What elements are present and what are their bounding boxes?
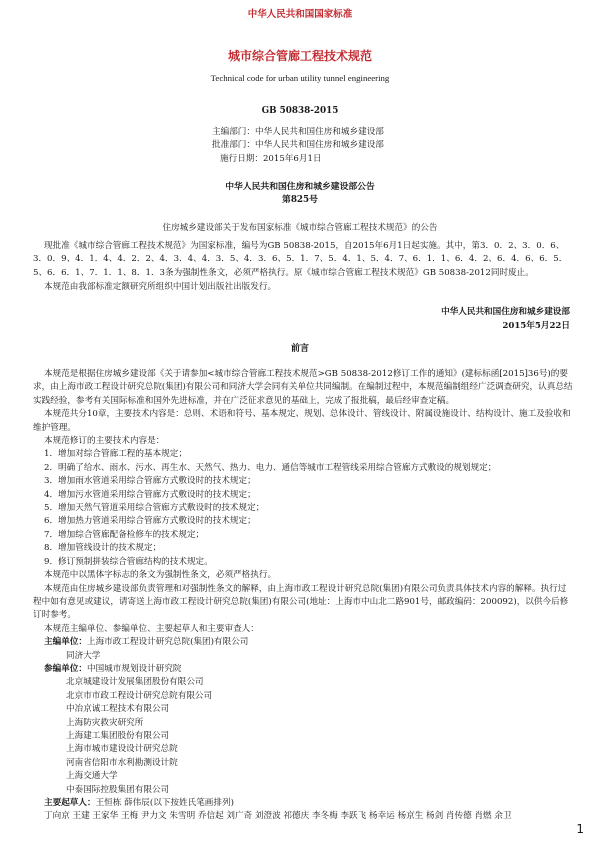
chief-department: 主编部门：中华人民共和国住房和城乡建设部 bbox=[212, 127, 384, 137]
revision-item: 3．增加雨水管道采用综合管廊方式敷设时的技术规定； bbox=[44, 476, 256, 487]
notice-issuer: 中华人民共和国住房和城乡建设部公告 bbox=[225, 182, 375, 192]
drafters-row bbox=[33, 797, 573, 810]
participating-unit: 上海市城市建设设计研究总院 bbox=[66, 744, 178, 755]
notice-subject: 住房城乡建设部关于发布国家标准《城市综合管廊工程技术规范》的公告 bbox=[162, 223, 438, 233]
signing-organization: 中华人民共和国住房和城乡建设部 bbox=[441, 307, 570, 317]
revision-item: 8．增加管线设计的技术规定； bbox=[44, 543, 162, 554]
revision-item: 1．增加对综合管廊工程的基本规定； bbox=[44, 449, 187, 460]
drafters-names: 王恒栋 薛伟辰(以下按姓氏笔画排列) bbox=[95, 798, 234, 808]
document-title: 城市综合管廊工程技术规范 bbox=[227, 49, 372, 63]
preface-heading: 前言 bbox=[290, 344, 309, 354]
effective-date: 施行日期：2015年6月1日 bbox=[220, 153, 322, 164]
participating-unit: 河南省信阳市水利勘测设计院 bbox=[66, 757, 178, 768]
preface-paragraph-3: 本规范修订的主要技术内容是： bbox=[44, 436, 165, 447]
participating-units-row bbox=[33, 663, 573, 676]
approving-department: 批准部门：中华人民共和国住房和城乡建设部 bbox=[212, 140, 384, 151]
notice-number: 第825号 bbox=[282, 195, 318, 205]
participating-unit: 北京城建设计发展集团股份有限公司 bbox=[66, 677, 204, 688]
revision-item: 9．修订预制拼装综合管廊结构的技术规定。 bbox=[44, 556, 213, 567]
signing-date: 2015年5月22日 bbox=[502, 321, 570, 331]
notice-signature bbox=[441, 306, 570, 334]
revision-item: 4．增加污水管道采用综合管廊方式敷设时的技术规定； bbox=[44, 489, 256, 500]
drafters-label: 主要起草人： bbox=[44, 798, 96, 808]
chief-units-row bbox=[33, 636, 573, 649]
drafters-names-continued: 丁向京 王建 王家华 王梅 尹力文 朱雪明 乔信起 刘广奇 刘澄波 祁德庆 李冬梅 李跃飞 杨幸运 杨京生 杨剑 肖传德 肖燃 余卫 bbox=[44, 811, 512, 822]
participating-units-label: 参编单位： bbox=[44, 663, 87, 674]
chief-unit: 上海市政工程设计研究总院(集团)有限公司 bbox=[86, 637, 249, 648]
notice-paragraph-2: 本规范由我部标准定额研究所组织中国计划出版社出版发行。 bbox=[44, 282, 277, 292]
notice-paragraph-1: 现批准《城市综合管廊工程技术规范》为国家标准，编号为GB 50838-2015，自2015年6月1日起实施。其中，第3．0．2、3．0．6、3．0．9、4．1．4、4．2．2、4．3．4、4．3．5、4．3．6、5．1．7、5．4．1、5．4．7、6．1．1、6．4．2、6．4．6、6．5．5、6．6．1、7．1．1、8．1．3条为强制性条文，必须严格执行。原《城市综合管廊工程技术规范》GB 50838-2012同时废止。 bbox=[33, 241, 568, 278]
document-meta bbox=[212, 126, 384, 166]
preface-paragraph-2: 本规范共分10章，主要技术内容是：总则、术语和符号、基本规定、规划、总体设计、管线设计、附属设施设计、结构设计、施工及验收和维护管理。 bbox=[33, 409, 571, 433]
participating-unit: 中泰国际控股集团有限公司 bbox=[66, 784, 170, 795]
notice-heading bbox=[0, 181, 600, 207]
preface-paragraph-6: 本规范主编单位、参编单位、主要起草人和主要审查人： bbox=[44, 623, 259, 634]
preface-paragraph-5: 本规范由住房城乡建设部负责管理和对强制性条文的解释，由上海市政工程设计研究总院(集团)有限公司负责具体技术内容的解释。执行过程中如有意见或建议，请寄送上海市政工程设计研究总院(集团)有限公司(地址：上海市中山北二路901号，邮政编码：200092)，以供今后修订时参考。 bbox=[33, 583, 569, 621]
participating-unit: 中国城市规划设计研究院 bbox=[86, 663, 182, 674]
participating-unit: 上海建工集团股份有限公司 bbox=[66, 730, 170, 741]
preface-body bbox=[33, 368, 573, 824]
chief-units-label: 主编单位： bbox=[44, 637, 87, 648]
english-subtitle: Technical code for urban utility tunnel engineering bbox=[210, 73, 390, 83]
chief-unit: 同济大学 bbox=[66, 650, 101, 661]
revision-item: 5．增加天然气管道采用综合管廊方式敷设时的技术规定； bbox=[44, 503, 265, 514]
revision-item: 2．明确了给水、雨水、污水、再生水、天然气、热力、电力、通信等城市工程管线采用综合管廊方式敷设的规划规定； bbox=[44, 462, 497, 473]
revision-item: 7．增加综合管廊配备检修车的技术规定； bbox=[44, 529, 205, 540]
preface-paragraph-4: 本规范中以黑体字标志的条文为强制性条文，必须严格执行。 bbox=[44, 570, 277, 581]
standard-code: GB 50838-2015 bbox=[261, 106, 339, 116]
page-number: 1 bbox=[576, 821, 584, 836]
participating-unit: 上海防灾救灾研究所 bbox=[66, 717, 144, 728]
standard-category-label: 中华人民共和国国家标准 bbox=[247, 9, 353, 20]
participating-unit: 北京市市政工程设计研究总院有限公司 bbox=[66, 690, 213, 701]
participating-unit: 中冶京诚工程技术有限公司 bbox=[66, 704, 170, 715]
participating-unit: 上海交通大学 bbox=[66, 771, 118, 782]
revision-item: 6．增加热力管道采用综合管廊方式敷设时的技术规定； bbox=[44, 516, 256, 527]
preface-paragraph-1: 本规范是根据住房城乡建设部《关于请参加<城市综合管廊工程技术规范>GB 50838-2012修订工作的通知》(建标标函[2015]36号)的要求，由上海市政工程设计研究总院(集团)有限公司和同济大学会同有关单位共同编制。在编制过程中，本规范编制组经广泛调查研究，认真总结实践经验，参考有关国际标准和国外先进标准，并在广泛征求意见的基础上，完成了报批稿，最后经审查定稿。 bbox=[33, 369, 573, 406]
